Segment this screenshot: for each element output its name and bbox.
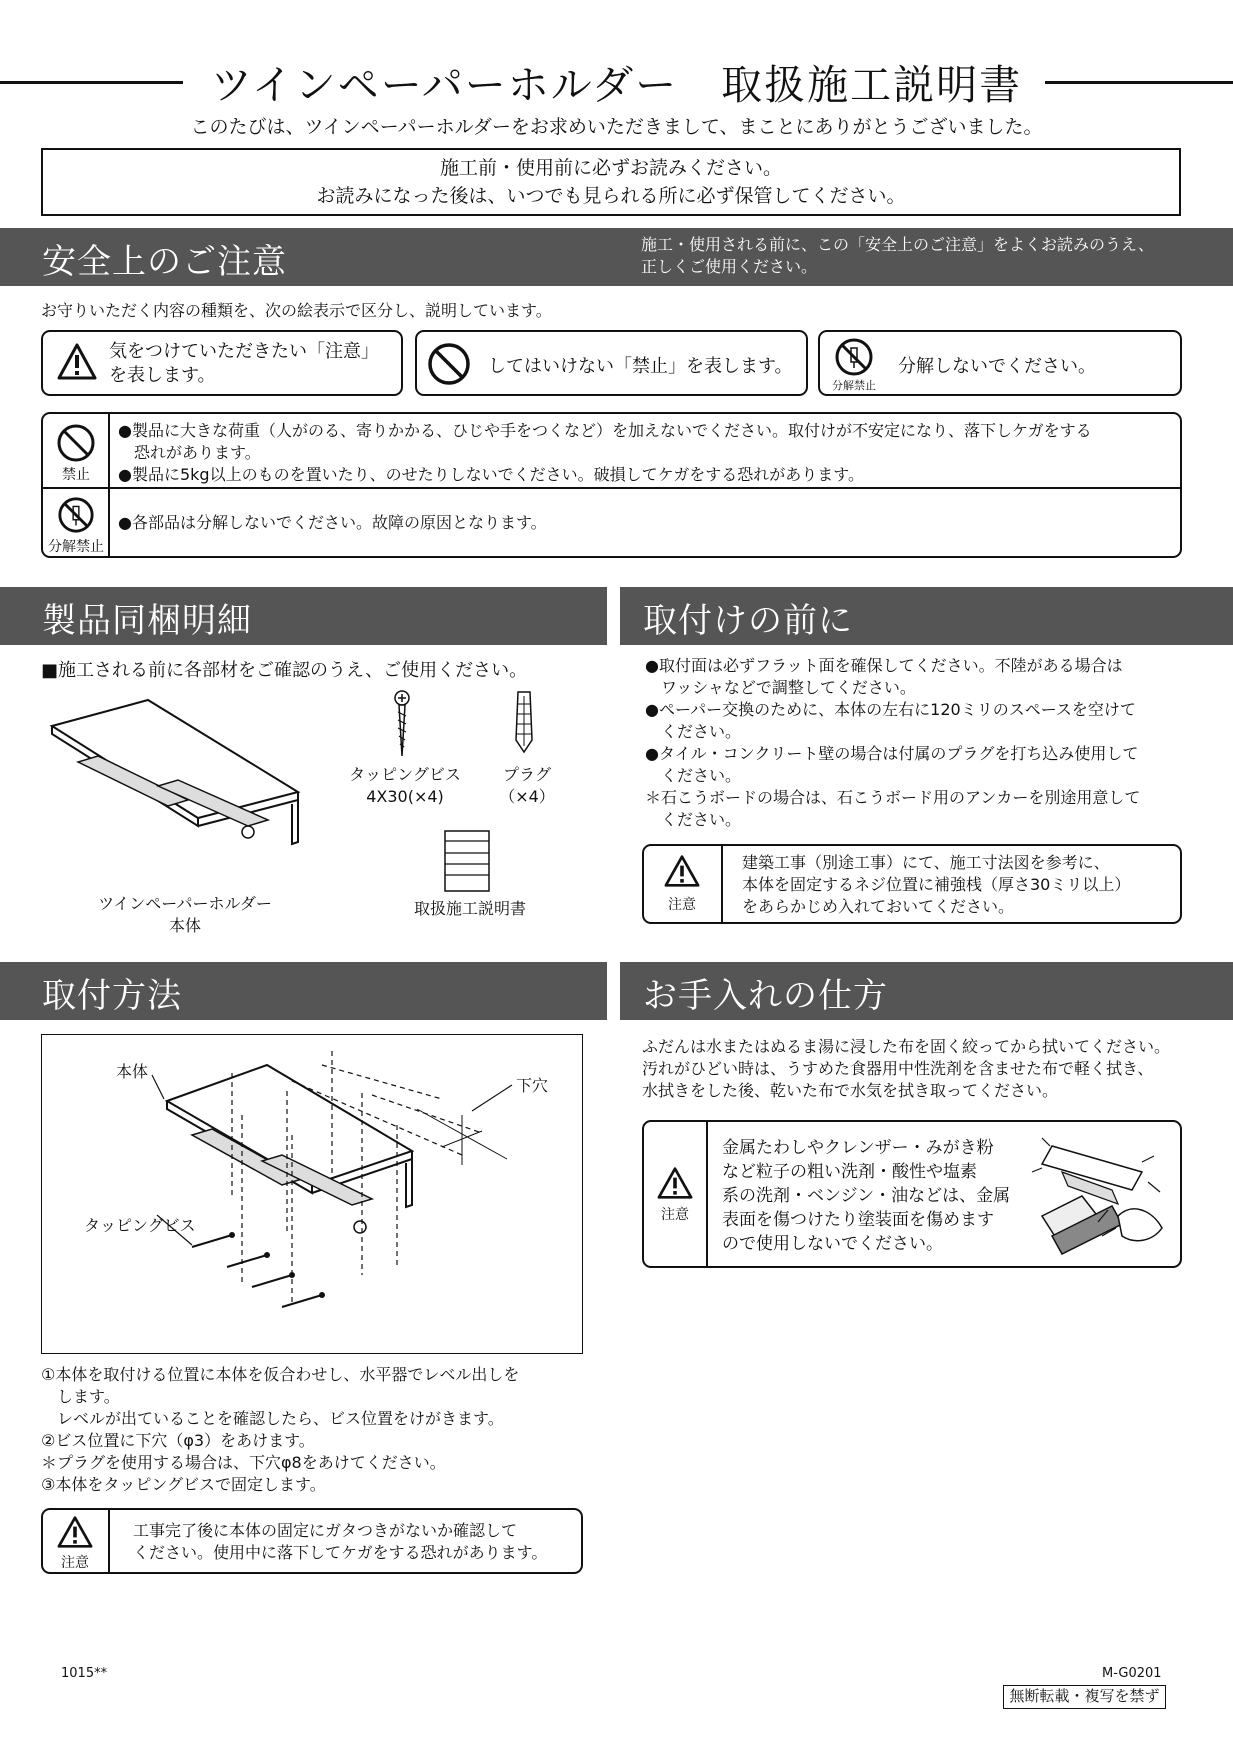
before-heading: 取付けの前に xyxy=(643,601,853,641)
notice-line-1: 施工前・使用前に必ずお読みください。 xyxy=(439,157,782,179)
before-caution-text xyxy=(742,852,1130,918)
care-caution-line-2: など粒子の粗い洗剤・酸性や塩素 xyxy=(722,1162,977,1182)
prohibit-bullet-1-cont: 恐れがあります。 xyxy=(134,443,261,462)
disassembly-caption: 分解禁止 xyxy=(48,539,104,555)
before-bullet-1-cont: ワッシャなどで調整してください。 xyxy=(661,678,916,697)
before-bullet-1: ●取付面は必ずフラット面を確保してください。不陸がある場合は xyxy=(645,656,1123,675)
plug-label xyxy=(482,764,572,808)
footer-copyright: 無断転載・複写を禁ず xyxy=(1003,1685,1166,1709)
care-line-2: 汚れがひどい時は、うすめた食器用中性洗剤を含ませた布で軽く拭き、 xyxy=(642,1059,1154,1078)
care-warning-illustration xyxy=(1022,1132,1172,1258)
install-step-3: ③本体をタッピングビスで固定します。 xyxy=(41,1475,326,1494)
manual-illustration xyxy=(444,830,490,892)
install-caution-text xyxy=(133,1520,547,1564)
plug-label-line-2: （×4） xyxy=(499,787,555,806)
before-bullet-2: ●ペーパー交換のために、本体の左右に120ミリのスペースを空けて xyxy=(645,700,1136,719)
care-caution-caption: 注意 xyxy=(661,1207,689,1223)
page-title: ツインペーパーホルダー 取扱施工説明書 xyxy=(210,61,1023,109)
manual-label: 取扱施工説明書 xyxy=(413,899,526,918)
legend-caution-line-1: 気をつけていただきたい「注意」 xyxy=(109,341,379,362)
install-caution-line-1: 工事完了後に本体の固定にガタつきがないか確認して xyxy=(133,1521,518,1540)
prohibition-icon xyxy=(56,423,96,463)
install-heading-band xyxy=(0,962,607,1020)
safety-heading: 安全上のご注意 xyxy=(42,242,287,282)
prohibition-icon xyxy=(427,342,471,386)
safety-sub-line-2: 正しくご使用ください。 xyxy=(641,257,818,276)
install-steps xyxy=(41,1364,519,1496)
before-bullet-3-cont: ください。 xyxy=(661,766,742,785)
disassembly-bullet: ●各部品は分解しないでください。故障の原因となります。 xyxy=(118,513,547,532)
plug-illustration xyxy=(512,690,536,754)
care-caution-line-4: 表面を傷つけたり塗装面を傷めます xyxy=(722,1210,994,1230)
warning-icon xyxy=(57,1515,93,1549)
care-line-1: ふだんは水またはぬるま湯に浸した布を固く絞ってから拭いてください。 xyxy=(642,1037,1171,1056)
title-row xyxy=(0,52,1233,112)
install-caution-divider xyxy=(108,1510,110,1572)
before-caution-line-3: をあらかじめ入れておいてください。 xyxy=(742,897,1015,916)
rules-horizontal-divider xyxy=(43,487,1180,489)
footer-left-code: 1015** xyxy=(61,1666,108,1681)
fig-body-label: 本体 xyxy=(116,1062,149,1081)
no-disassembly-icon xyxy=(834,337,874,377)
footer-doc-code: M-G0201 xyxy=(1102,1666,1162,1681)
body-label xyxy=(70,893,300,937)
safety-sub-line-1: 施工・使用される前に、この「安全上のご注意」をよくお読みのうえ、 xyxy=(641,235,1154,254)
warning-icon xyxy=(657,1166,693,1200)
legend-prohibition-text: してはいけない「禁止」を表します。 xyxy=(488,356,793,377)
install-caution-line-2: ください。使用中に落下してケガをする恐れがあります。 xyxy=(133,1543,548,1562)
contents-heading-band xyxy=(0,587,607,645)
notice-line-2: お読みになった後は、いつでも見られる所に必ず保管してください。 xyxy=(316,185,906,207)
warning-icon xyxy=(57,342,97,382)
install-diagram xyxy=(42,1035,582,1353)
safety-subtext xyxy=(641,234,1154,278)
screw-label xyxy=(335,764,475,808)
care-caution-divider xyxy=(706,1122,708,1266)
before-bullet-3: ●タイル・コンクリート壁の場合は付属のプラグを打ち込み使用して xyxy=(645,744,1139,763)
care-heading-band xyxy=(620,962,1233,1020)
before-bullet-2-cont: ください。 xyxy=(661,722,742,741)
care-line-3: 水拭きをした後、乾いた布で水気を拭き取ってください。 xyxy=(642,1081,1059,1100)
before-heading-band xyxy=(620,587,1233,645)
care-caution-line-3: 系の洗剤・ベンジン・油などは、金属 xyxy=(722,1186,1011,1206)
legend-caution-line-2: を表します。 xyxy=(109,365,216,386)
safety-intro: お守りいただく内容の種類を、次の絵表示で区分し、説明しています。 xyxy=(41,301,552,320)
prohibit-bullet-2: ●製品に5kg以上のものを置いたり、のせたりしないでください。破損してケガをする恐れがあります。 xyxy=(118,465,864,484)
legend-prohibition xyxy=(415,330,808,396)
thanks-message: このたびは、ツインペーパーホルダーをお求めいただきまして、まことにありがとうございました。 xyxy=(190,116,1043,138)
legend-caution xyxy=(41,330,403,396)
install-step-1-note: レベルが出ていることを確認したら、ビス位置をけがきます。 xyxy=(41,1409,504,1428)
care-caution-line-1: 金属たわしやクレンザー・みがき粉 xyxy=(722,1138,994,1158)
before-bullets xyxy=(645,655,1140,831)
install-step-2: ②ビス位置に下穴（φ3）をあけます。 xyxy=(41,1431,315,1450)
safety-rules-box xyxy=(41,412,1182,558)
screw-label-line-2: 4X30(×4) xyxy=(366,787,444,806)
install-caution-caption: 注意 xyxy=(61,1555,89,1571)
no-disassembly-icon xyxy=(57,496,95,534)
contents-heading: 製品同梱明細 xyxy=(42,601,252,641)
fig-hole-label: 下穴 xyxy=(516,1076,549,1095)
legend-no-disassembly-caption: 分解禁止 xyxy=(832,379,876,392)
install-step-2-note: ＊プラグを使用する場合は、下穴φ8をあけてください。 xyxy=(41,1453,446,1472)
before-caution-box xyxy=(642,844,1182,924)
care-heading: お手入れの仕方 xyxy=(643,976,888,1016)
prohibit-bullets xyxy=(118,420,1092,486)
screw-label-line-1: タッピングビス xyxy=(349,765,461,784)
care-caution-line-5: ので使用しないでください。 xyxy=(722,1234,943,1254)
care-caution-text xyxy=(722,1136,1010,1256)
install-figure xyxy=(41,1034,583,1354)
legend-no-disassembly xyxy=(818,330,1182,396)
install-heading: 取付方法 xyxy=(42,976,182,1016)
before-caution-divider xyxy=(721,846,723,922)
contents-intro: ■施工される前に各部材をご確認のうえ、ご使用ください。 xyxy=(41,660,528,681)
install-caution-box xyxy=(41,1508,583,1574)
prohibit-caption: 禁止 xyxy=(62,467,90,483)
warning-icon xyxy=(664,854,700,888)
care-text xyxy=(642,1036,1170,1102)
body-label-line-2: 本体 xyxy=(168,916,201,935)
install-step-1: ①本体を取付ける位置に本体を仮合わせし、水平器でレベル出しを xyxy=(41,1365,520,1384)
before-caution-line-2: 本体を固定するネジ位置に補強桟（厚さ30ミリ以上） xyxy=(742,875,1131,894)
screw-illustration xyxy=(390,690,414,760)
before-note-cont: ください。 xyxy=(661,810,742,829)
before-caution-caption: 注意 xyxy=(668,897,696,913)
fig-screw-label: タッピングビス xyxy=(84,1216,196,1235)
notice-box xyxy=(41,148,1181,216)
legend-caution-text xyxy=(109,340,379,388)
before-note: ＊石こうボードの場合は、石こうボード用のアンカーを別途用意して xyxy=(645,788,1141,807)
legend-no-disassembly-text: 分解しないでください。 xyxy=(898,356,1096,377)
install-step-1-cont: します。 xyxy=(41,1387,120,1406)
safety-heading-band xyxy=(0,228,1233,286)
rules-vertical-divider xyxy=(108,414,110,556)
before-caution-line-1: 建築工事（別途工事）にて、施工寸法図を参考に、 xyxy=(742,853,1110,872)
plug-label-line-1: プラグ xyxy=(502,765,551,784)
holder-illustration xyxy=(48,696,308,846)
care-caution-box xyxy=(642,1120,1182,1268)
prohibit-bullet-1: ●製品に大きな荷重（人がのる、寄りかかる、ひじや手をつくなど）を加えないでください。取付けが不安定になり、落下しケガをする xyxy=(118,421,1092,440)
body-label-line-1: ツインペーパーホルダー xyxy=(98,894,272,913)
